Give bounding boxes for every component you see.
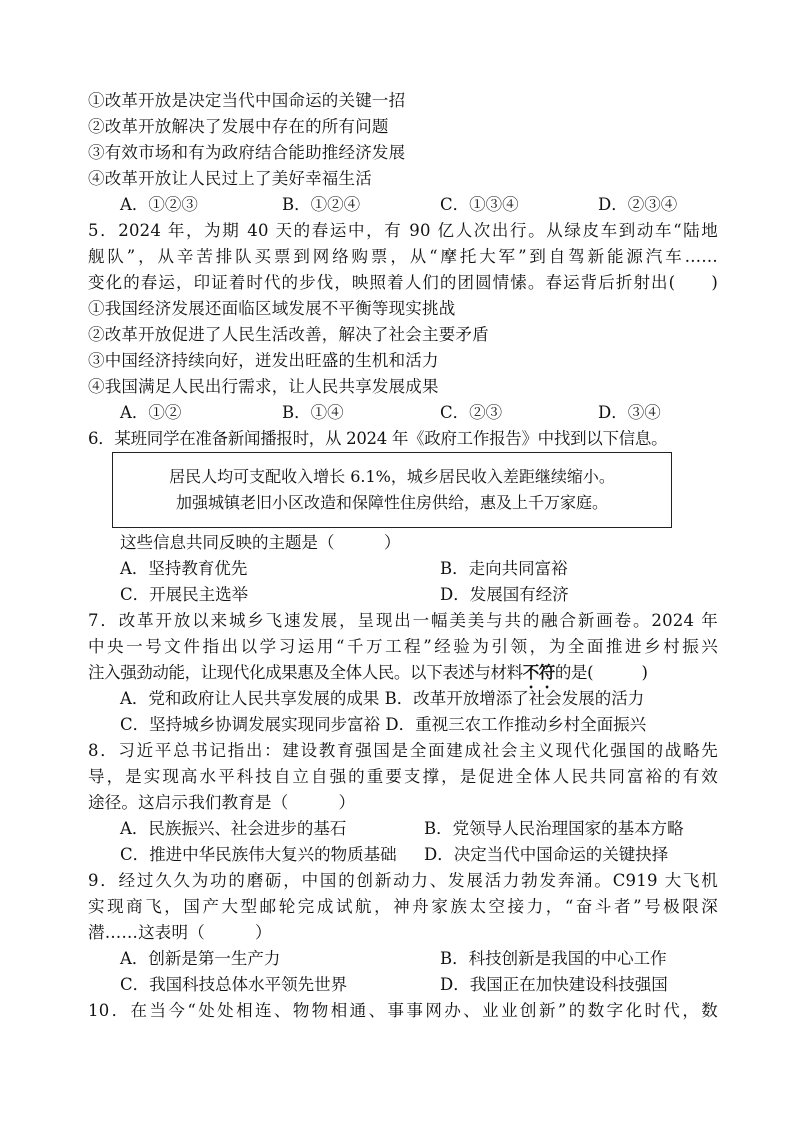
- q5-option-c: C．②③: [440, 403, 503, 422]
- q9-option-d: D．我国正在加快建设科技强国: [440, 975, 668, 994]
- q5-option-a: A．①②: [120, 403, 182, 422]
- q8-option-a: A．民族振兴、社会进步的基石: [120, 819, 347, 838]
- q7-stem: 7．改革开放以来城乡飞速发展，呈现出一幅美美与共的融合新画卷。2024 年: [88, 611, 718, 630]
- q5-item: ④我国满足人民出行需求，让人民共享发展成果: [88, 377, 439, 396]
- q4-option-c: C．①③④: [440, 195, 519, 214]
- q4-item: ①改革开放是决定当代中国命运的关键一招: [88, 91, 406, 110]
- q6-box-line: 居民人均可支配收入增长 6.1%，城乡居民收入差距继续缩小。: [169, 467, 615, 486]
- q9-option-b: B．科技创新是我国的中心工作: [440, 949, 667, 968]
- q4-item: ③有效市场和有为政府结合能助推经济发展: [88, 143, 406, 162]
- q8-option-b: B．党领导人民治理国家的基本方略: [424, 819, 684, 838]
- q7-stem: 中央一号文件指出以学习运用“千万工程”经验为引领，为全面推进乡村振兴: [88, 637, 718, 656]
- q5-stem: 舰队”，从辛苦排队买票到网络购票，从“摩托大军”到自驾新能源汽车……: [88, 247, 718, 266]
- q5-item: ③中国经济持续向好，迸发出旺盛的生机和活力: [88, 351, 439, 370]
- q7-options-cd: C．坚持城乡协调发展实现同步富裕 D．重视三农工作推动乡村全面振兴: [120, 715, 647, 734]
- q8-stem: 导，是实现高水平科技自立自强的重要支撑，是促进全体人民共同富裕的有效: [88, 767, 718, 786]
- q4-item: ②改革开放解决了发展中存在的所有问题: [88, 117, 389, 136]
- q6-stem: 6．某班同学在准备新闻播报时，从 2024 年《政府工作报告》中找到以下信息。: [88, 429, 668, 448]
- q7-emphasis: 不符: [522, 663, 555, 682]
- q4-item: ④改革开放让人民过上了美好幸福生活: [88, 169, 372, 188]
- q8-option-d: D．决定当代中国命运的关键抉择: [424, 845, 669, 864]
- q6-option-a: A．坚持教育优先: [120, 559, 248, 578]
- q7-options-ab: A．党和政府让人民共享发展的成果 B．改革开放增添了社会发展的活力: [120, 689, 645, 708]
- q8-stem: 8．习近平总书记指出：建设教育强国是全面建成社会主义现代化强国的战略先: [88, 741, 718, 760]
- q5-stem: 5．2024 年，为期 40 天的春运中，有 90 亿人次出行。从绿皮车到动车“陆地: [88, 221, 718, 240]
- q8-stem: 途径。这启示我们教育是（ ）: [88, 793, 356, 812]
- q8-option-c: C．推进中华民族伟大复兴的物质基础: [120, 845, 397, 864]
- q4-option-b: B．①②④: [282, 195, 361, 214]
- q7-text: 注入强劲动能，让现代化成果惠及全体人民。以下表述与材料: [88, 663, 523, 682]
- q5-option-b: B．①④: [282, 403, 344, 422]
- q6-box-line: 加强城镇老旧小区改造和保障性住房供给，惠及上千万家庭。: [175, 493, 608, 512]
- q7-text: 的是( ): [554, 663, 648, 682]
- q6-option-d: D．发展国有经济: [440, 585, 569, 604]
- q4-option-a: A．①②③: [120, 195, 198, 214]
- q9-stem: 实现商飞，国产大型邮轮完成试航，神舟家族太空接力，“奋斗者”号极限深: [88, 897, 718, 916]
- q5-item: ②改革开放促进了人民生活改善，解决了社会主要矛盾: [88, 325, 489, 344]
- q6-option-c: C．开展民主选举: [120, 585, 249, 604]
- q10-stem: 10．在当今“处处相连、物物相通、事事网办、业业创新”的数字化时代，数: [88, 1001, 718, 1020]
- q6-question: 这些信息共同反映的主题是（ ）: [120, 533, 401, 552]
- q5-option-d: D．③④: [598, 403, 661, 422]
- q5-stem: 变化的春运，印证着时代的步伐，映照着人们的团圆情愫。春运背后折射出( ): [88, 273, 718, 292]
- q6-option-b: B．走向共同富裕: [440, 559, 568, 578]
- q9-stem: 潜……这表明（ ）: [88, 923, 272, 942]
- q6-info-box: [112, 452, 672, 528]
- q4-option-d: D．②③④: [598, 195, 678, 214]
- q9-option-a: A．创新是第一生产力: [120, 949, 281, 968]
- q9-option-c: C．我国科技总体水平领先世界: [120, 975, 348, 994]
- q9-stem: 9．经过久久为功的磨砺，中国的创新动力、发展活力勃发奔涌。C919 大飞机: [88, 871, 718, 890]
- q5-item: ①我国经济发展还面临区域发展不平衡等现实挑战: [88, 299, 456, 318]
